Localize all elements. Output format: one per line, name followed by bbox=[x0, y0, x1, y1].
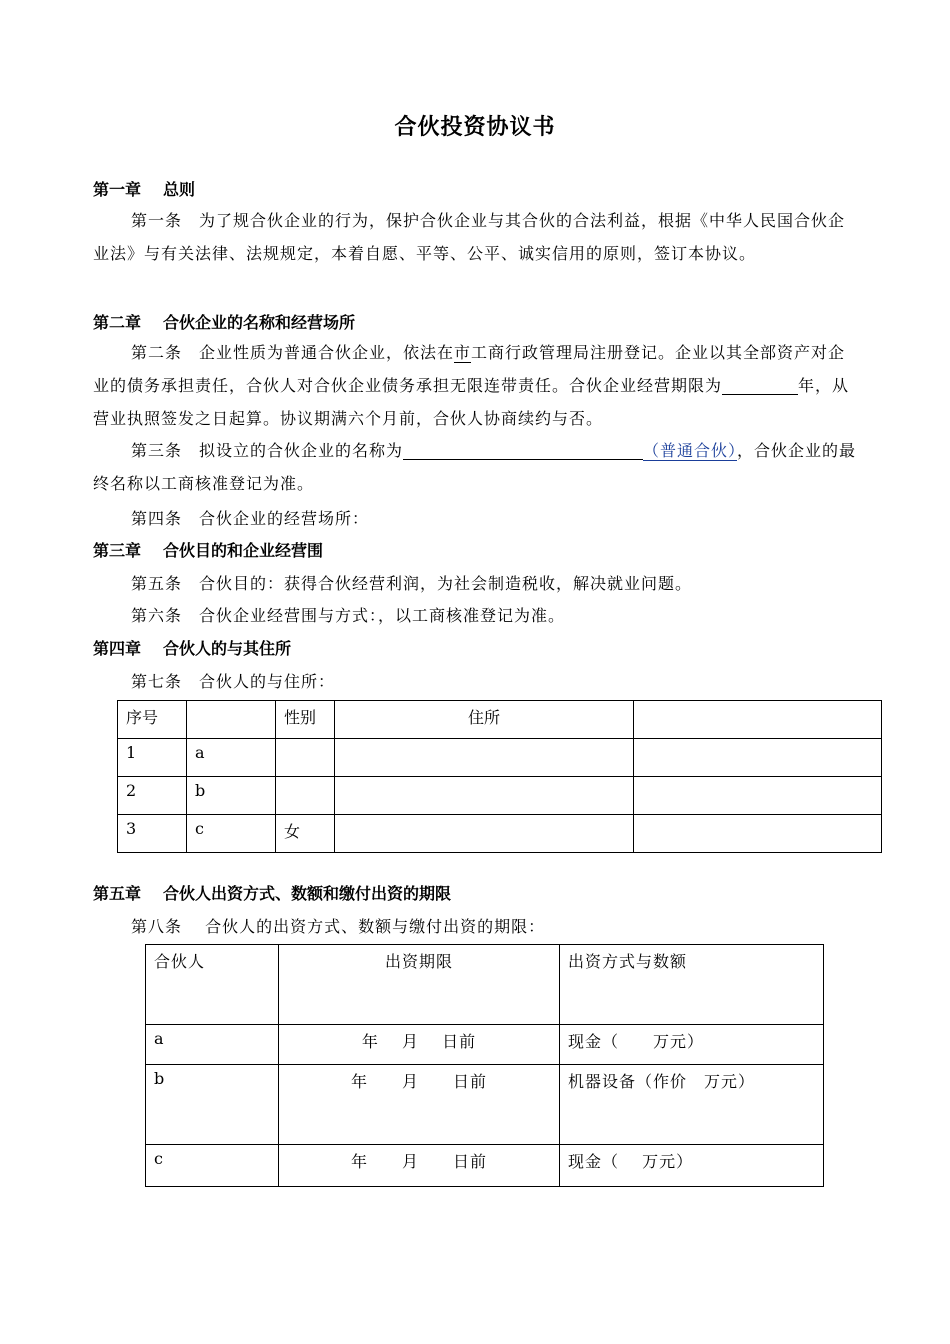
article-8: 第八条 合伙人的出资方式、数额与缴付出资的期限： bbox=[131, 917, 546, 936]
company-name-blank bbox=[403, 441, 643, 460]
chapter-title: 合伙人出资方式、数额和缴付出资的期限 bbox=[163, 884, 452, 903]
header-cell: 序号 bbox=[118, 701, 187, 739]
capital-contribution-table bbox=[145, 944, 824, 1187]
chapter-title: 合伙人的与其住所 bbox=[163, 639, 292, 658]
chapter-4-heading bbox=[93, 636, 291, 659]
article-7: 第七条 合伙人的与住所： bbox=[131, 672, 336, 691]
article-3: 第三条 拟设立的合伙企业的名称为 （普通合伙），合伙企业的最终名称以工商核准登记为准。 bbox=[93, 441, 857, 493]
chapter-number: 第二章 bbox=[93, 313, 142, 332]
article-6: 第六条 合伙企业经营围与方式：，以工商核准登记为准。 bbox=[131, 606, 566, 625]
table-row: 2 b bbox=[118, 777, 882, 815]
city-blank: 市 bbox=[454, 343, 472, 362]
chapter-number: 第三章 bbox=[93, 541, 142, 560]
header-cell bbox=[187, 701, 276, 739]
article-2: 第二条 企业性质为普通合伙企业，依法在市工商行政管理局注册登记。企业以其全部资产对企业的债务承担责任，合伙人对合伙企业债务承担无限连带责任。合伙企业经营期限为 年，从营业执照签发之日起算。协议期满六个月前，合伙人协商续约与否。 bbox=[93, 343, 850, 428]
header-cell bbox=[634, 701, 882, 739]
header-cell: 出资期限 bbox=[279, 945, 560, 1025]
header-cell: 出资方式与数额 bbox=[560, 945, 824, 1025]
table-header-row bbox=[118, 701, 882, 739]
header-cell: 住所 bbox=[335, 701, 634, 739]
table-row: c 年 月 日前 现金（ 万元） bbox=[146, 1145, 824, 1187]
chapter-5-heading bbox=[93, 881, 451, 904]
chapter-2-heading bbox=[93, 310, 355, 333]
header-cell: 性别 bbox=[276, 701, 335, 739]
chapter-title: 合伙目的和企业经营围 bbox=[163, 541, 324, 560]
table-row: 3 c 女 bbox=[118, 815, 882, 853]
table-row: b 年 月 日前 机器设备（作价 万元） bbox=[146, 1065, 824, 1145]
table-row: 1 a bbox=[118, 739, 882, 777]
partner-residence-table bbox=[117, 700, 882, 853]
article-5: 第五条 合伙目的：获得合伙经营利润，为社会制造税收，解决就业问题。 bbox=[131, 574, 693, 593]
document-title: 合伙投资协议书 bbox=[394, 115, 556, 140]
table-row: a 年 月 日前 现金（ 万元） bbox=[146, 1025, 824, 1065]
header-cell: 合伙人 bbox=[146, 945, 279, 1025]
article-4: 第四条 合伙企业的经营场所： bbox=[131, 509, 370, 528]
chapter-number: 第五章 bbox=[93, 884, 142, 903]
chapter-title: 合伙企业的名称和经营场所 bbox=[163, 313, 356, 332]
chapter-number: 第一章 bbox=[93, 180, 142, 199]
chapter-1-heading bbox=[93, 177, 195, 200]
chapter-number: 第四章 bbox=[93, 639, 142, 658]
article-1: 第一条 为了规合伙企业的行为，保护合伙企业与其合伙的合法利益，根据《中华人民国合伙企业法》与有关法律、法规规定，本着自愿、平等、公平、诚实信用的原则，签订本协议。 bbox=[93, 211, 846, 263]
chapter-title: 总则 bbox=[163, 180, 196, 199]
term-blank bbox=[722, 376, 798, 395]
partnership-suffix: （普通合伙） bbox=[643, 441, 738, 460]
table-header-row bbox=[146, 945, 824, 1025]
chapter-3-heading bbox=[93, 538, 323, 561]
